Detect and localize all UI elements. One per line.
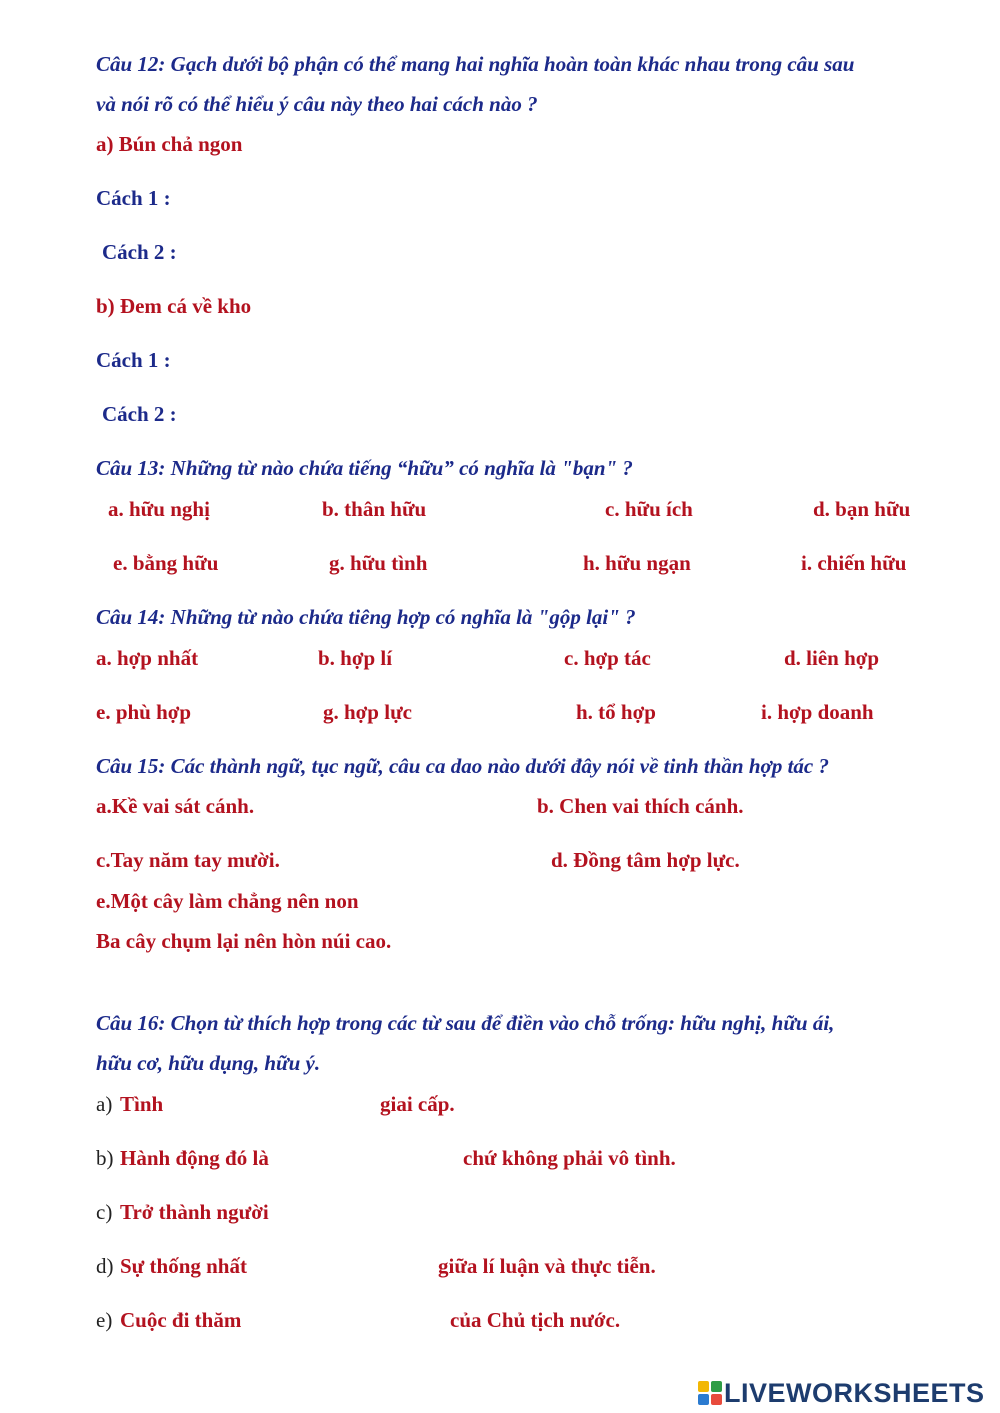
q14-option-g[interactable]: g. hợp lực xyxy=(323,700,412,724)
q16-item-c-blank[interactable] xyxy=(295,1200,495,1224)
q13-option-i[interactable]: i. chiến hữu xyxy=(801,551,907,575)
q14-title: Câu 14: Những từ nào chứa tiêng hợp có nghĩa là "gộp lại" ? xyxy=(96,605,636,629)
q14-option-c[interactable]: c. hợp tác xyxy=(564,646,651,670)
q15-option-b[interactable]: b. Chen vai thích cánh. xyxy=(537,794,744,818)
q15-title: Câu 15: Các thành ngữ, tục ngữ, câu ca dao nào dưới đây nói về tinh thần hợp tác ? xyxy=(96,754,829,778)
q12-a-way2-answer-field[interactable] xyxy=(196,240,930,264)
q14-option-h[interactable]: h. tổ hợp xyxy=(576,700,656,724)
q12-part-a: a) Bún chả ngon xyxy=(96,132,243,156)
q12-b-way2-answer-field[interactable] xyxy=(196,402,930,426)
q16-item-a-label: a) xyxy=(96,1092,113,1116)
q14-option-d[interactable]: d. liên hợp xyxy=(784,646,880,670)
q12-part-b: b) Đem cá về kho xyxy=(96,294,252,318)
q13-option-h[interactable]: h. hữu ngạn xyxy=(583,551,691,575)
q16-item-d-before: Sự thống nhất xyxy=(120,1254,247,1278)
q13-option-c[interactable]: c. hữu ích xyxy=(605,497,693,521)
q12-a-way2-label: Cách 2 : xyxy=(102,240,177,264)
q15-option-e-line1[interactable]: e.Một cây làm chẳng nên non xyxy=(96,889,359,913)
q15-option-a[interactable]: a.Kề vai sát cánh. xyxy=(96,794,255,818)
q13-option-d[interactable]: d. bạn hữu xyxy=(813,497,911,521)
q16-item-a-before: Tình xyxy=(120,1092,164,1116)
liveworksheets-logo[interactable] xyxy=(698,1378,994,1408)
q16-item-d-after: giữa lí luận và thực tiễn. xyxy=(438,1254,656,1278)
q15-option-e-line2: Ba cây chụm lại nên hòn núi cao. xyxy=(96,929,392,953)
q16-item-b-before: Hành động đó là xyxy=(120,1146,269,1170)
q16-item-a-after: giai cấp. xyxy=(380,1092,455,1116)
q14-option-b[interactable]: b. hợp lí xyxy=(318,646,393,670)
q13-title: Câu 13: Những từ nào chứa tiếng “hữu” có nghĩa là "bạn" ? xyxy=(96,456,633,480)
q15-option-c[interactable]: c.Tay năm tay mười. xyxy=(96,848,280,872)
q16-item-e-blank[interactable] xyxy=(262,1308,440,1332)
q13-option-e[interactable]: e. bằng hữu xyxy=(113,551,219,575)
q12-title-line1: Câu 12: Gạch dưới bộ phận có thể mang hai nghĩa hoàn toàn khác nhau trong câu sau xyxy=(96,52,855,76)
q13-option-a[interactable]: a. hữu nghị xyxy=(108,497,210,521)
liveworksheets-wordmark: LIVEWORKSHEETS xyxy=(724,1378,985,1408)
q16-item-b-label: b) xyxy=(96,1146,114,1170)
q16-item-e-label: e) xyxy=(96,1308,113,1332)
q13-option-g[interactable]: g. hữu tình xyxy=(329,551,428,575)
q16-item-d-blank[interactable] xyxy=(270,1254,428,1278)
q12-title-line2: và nói rõ có thể hiểu ý câu này theo hai cách nào ? xyxy=(96,92,538,116)
q16-item-b-blank[interactable] xyxy=(292,1146,454,1170)
q16-title-line2: hữu cơ, hữu dụng, hữu ý. xyxy=(96,1051,321,1075)
q16-title-line1: Câu 16: Chọn từ thích hợp trong các từ sau để điền vào chỗ trống: hữu nghị, hữu ái, xyxy=(96,1011,835,1035)
q15-option-d[interactable]: d. Đồng tâm hợp lực. xyxy=(551,848,740,872)
q13-option-b[interactable]: b. thân hữu xyxy=(322,497,427,521)
liveworksheets-logo-icon xyxy=(698,1381,722,1405)
q16-item-e-before: Cuộc đi thăm xyxy=(120,1308,242,1332)
q16-item-e-after: của Chủ tịch nước. xyxy=(450,1308,621,1332)
q16-item-c-before: Trở thành người xyxy=(120,1200,269,1224)
q16-item-d-label: d) xyxy=(96,1254,114,1278)
q12-b-way1-answer-field[interactable] xyxy=(190,348,930,372)
q16-item-b-after: chứ không phải vô tình. xyxy=(463,1146,676,1170)
q12-b-way2-label: Cách 2 : xyxy=(102,402,177,426)
q14-option-e[interactable]: e. phù hợp xyxy=(96,700,192,724)
q16-item-a-blank[interactable] xyxy=(175,1092,370,1116)
q12-b-way1-label: Cách 1 : xyxy=(96,348,171,372)
q12-a-way1-label: Cách 1 : xyxy=(96,186,171,210)
q16-item-c-label: c) xyxy=(96,1200,113,1224)
q14-option-i[interactable]: i. hợp doanh xyxy=(761,700,874,724)
q14-option-a[interactable]: a. hợp nhất xyxy=(96,646,199,670)
q12-a-way1-answer-field[interactable] xyxy=(190,186,930,210)
